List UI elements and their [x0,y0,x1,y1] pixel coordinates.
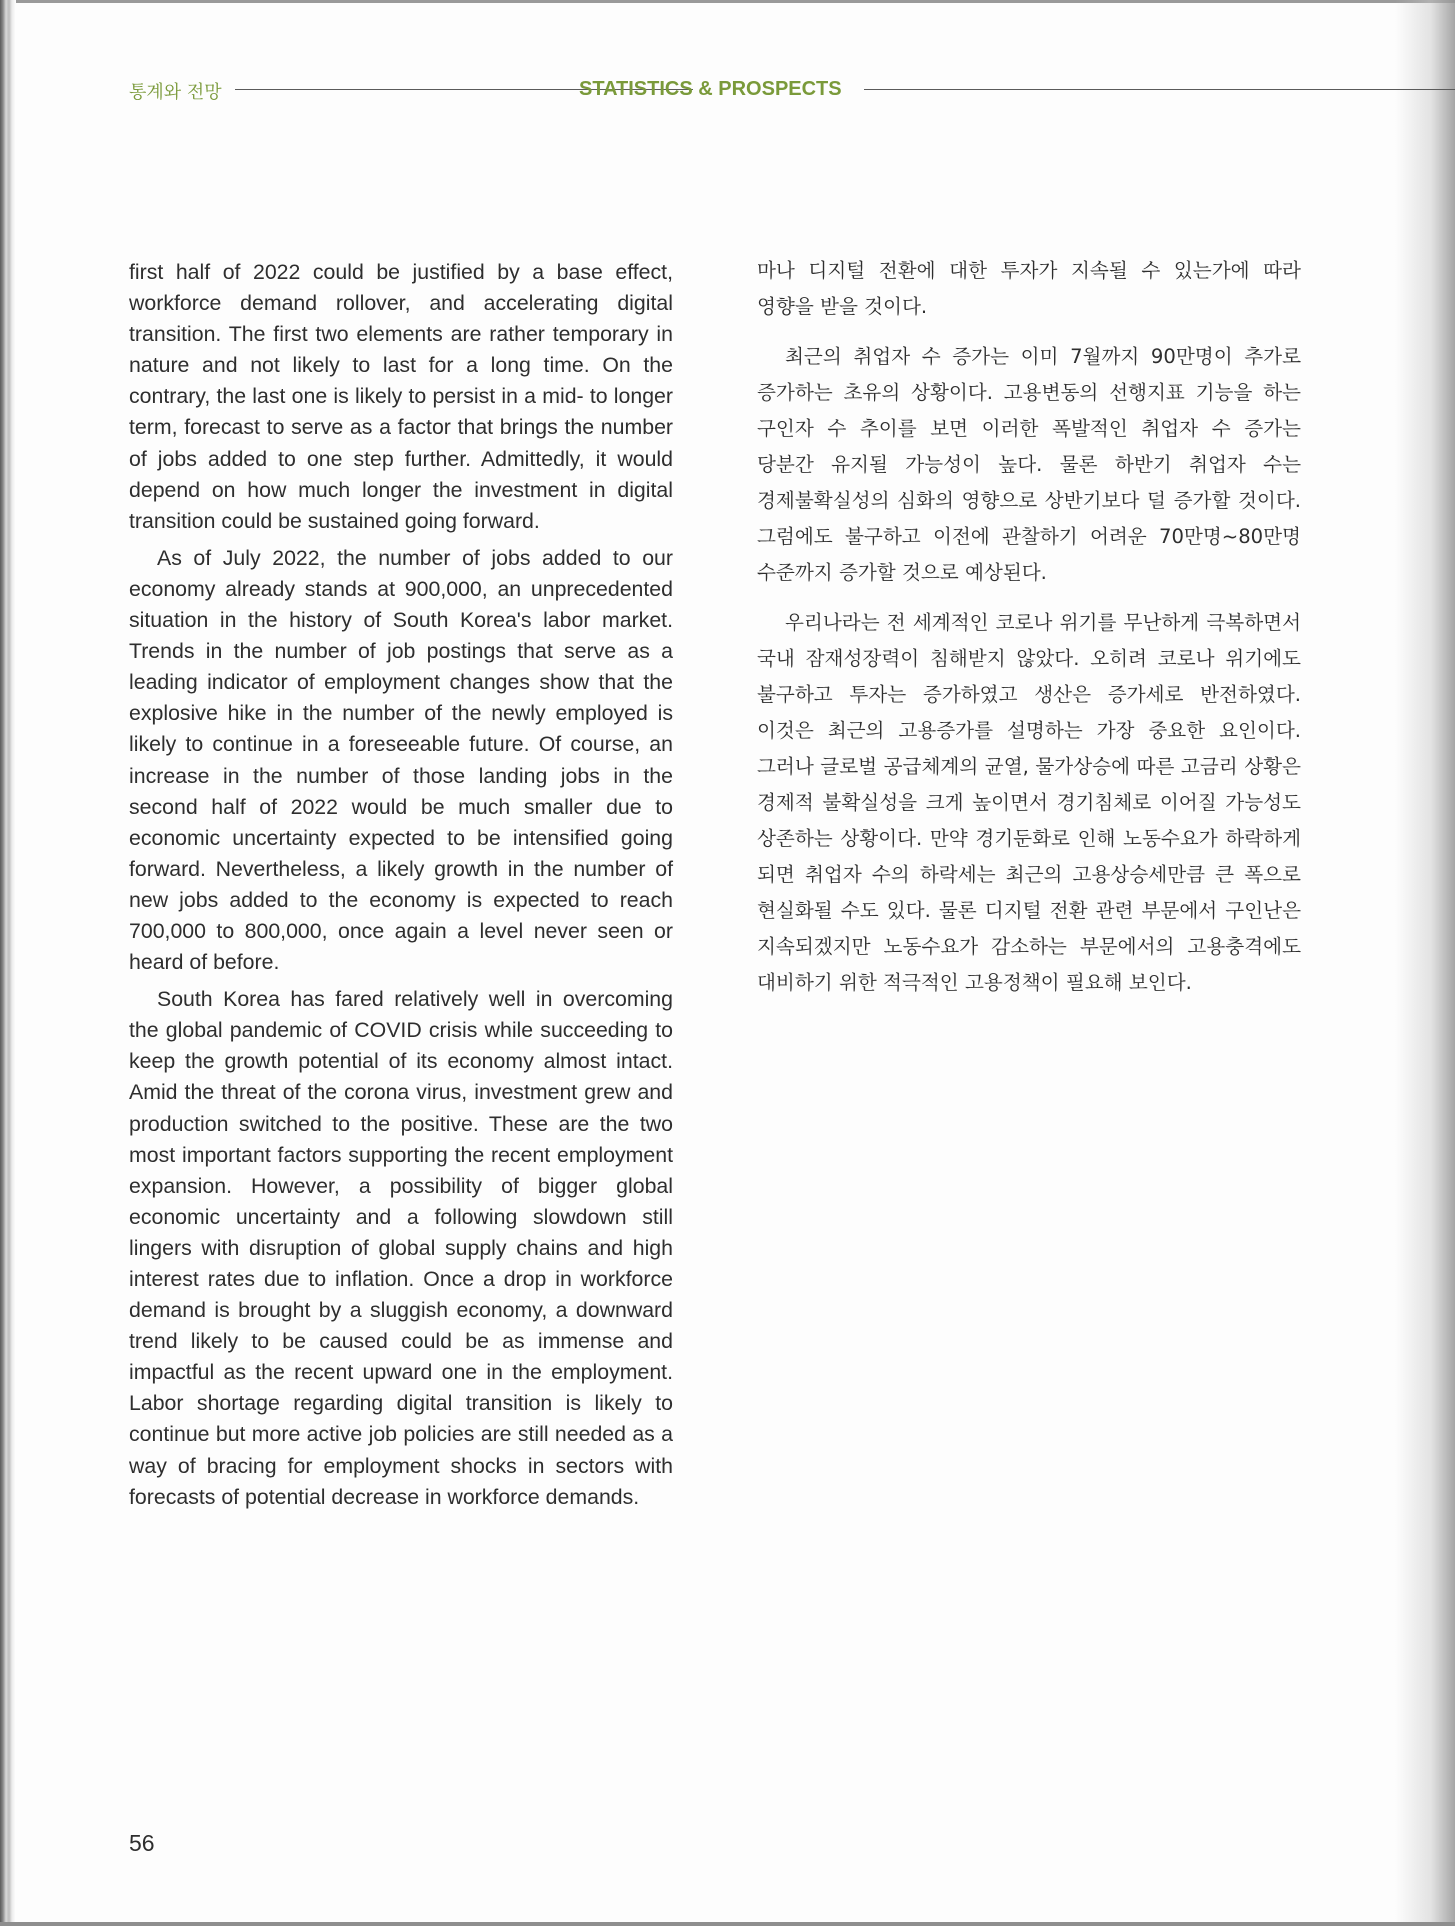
header-english-title: STATISTICS & PROSPECTS [579,78,842,100]
english-column [129,257,673,1519]
header-korean-title: 통계와 전망 [129,82,222,103]
running-header [129,76,1455,102]
header-rule-right [864,89,1455,90]
page-curl-shadow [1395,0,1455,1926]
korean-paragraph: 우리나라는 전 세계적인 코로나 위기를 무난하게 극복하면서 국내 잠재성장력이 침해받지 않았다. 오히려 코로나 위기에도 불구하고 투자는 증가하였고 생산은 증가세로 반전하였다. 이것은 최근의 고용증가를 설명하는 가장 중요한 요인이다. 그러나 글로벌 공급체계의 균열, 물가상승에 따른 고금리 상황은 경제적 불확실성을 크게 높이면서 경기침체로 이어질 가능성도 상존하는 상황이다. 만약 경기둔화로 인해 노동수요가 하락하게 되면 취업자 수의 하락세는 최근의 고용상승세만큼 큰 폭으로 현실화될 수도 있다. 물론 디지털 전환 관련 부문에서 구인난은 지속되겠지만 노동수요가 감소하는 부문에서의 고용충격에도 대비하기 위한 적극적인 고용정책이 필요해 보인다. [757,611,1301,994]
english-paragraph: As of July 2022, the number of jobs added to our economy already stands at 900,000, an unprecedented situation in the history of South Korea's labor market. Trends in the number of job postings that serve as a leading indicator of employment changes show that the explosive hike in the number of the newly employed is likely to continue in a foreseeable future. Of course, an increase in the number of those landing jobs in the second half of 2022 would be much smaller due to economic uncertainty expected to be intensified going forward. Nevertheless, a likely growth in the number of new jobs added to the economy is expected to reach 700,000 to 800,000, once again a level never seen or heard of before. [129,545,673,975]
korean-paragraph: 마나 디지털 전환에 대한 투자가 지속될 수 있는가에 따라 영향을 받을 것이다. [757,259,1301,318]
page-number: 56 [129,1830,155,1856]
korean-column [757,253,1301,1015]
page-bottom-edge [0,1922,1455,1926]
book-spine [0,0,16,1926]
korean-paragraph: 최근의 취업자 수 증가는 이미 7월까지 90만명이 추가로 증가하는 초유의 상황이다. 고용변동의 선행지표 기능을 하는 구인자 수 추이를 보면 이러한 폭발적인 취업자 수 증가는 당분간 유지될 가능성이 높다. 물론 하반기 취업자 수는 경제불확실성의 심화의 영향으로 상반기보다 덜 증가할 것이다. 그럼에도 불구하고 이전에 관찰하기 어려운 70만명~80만명 수준까지 증가할 것으로 예상된다. [757,345,1301,584]
english-paragraph: first half of 2022 could be justified by a base effect, workforce demand rollover, and accelerating digital transition. The first two elements are rather temporary in nature and not likely to last for a long time. On the contrary, the last one is likely to persist in a mid- to longer term, forecast to serve as a factor that brings the number of jobs added to one step further. Admittedly, it would depend on how much longer the investment in digital transition could be sustained going forward. [129,260,673,533]
page-top-edge [0,0,1455,3]
english-paragraph: South Korea has fared relatively well in overcoming the global pandemic of COVID crisis while succeeding to keep the growth potential of its economy almost intact. Amid the threat of the corona virus, investment grew and production switched to the positive. These are the two most important factors supporting the recent employment expansion. However, a possibility of bigger global economic uncertainty and a following slowdown still lingers with disruption of global supply chains and high interest rates due to inflation. Once a drop in workforce demand is brought by a sluggish economy, a downward trend likely to be caused could be as immense and impactful as the recent upward one in the employment. Labor shortage regarding digital transition is likely to continue but more active job policies are still needed as a way of bracing for employment shocks in sectors with forecasts of potential decrease in workforce demands. [129,987,673,1509]
